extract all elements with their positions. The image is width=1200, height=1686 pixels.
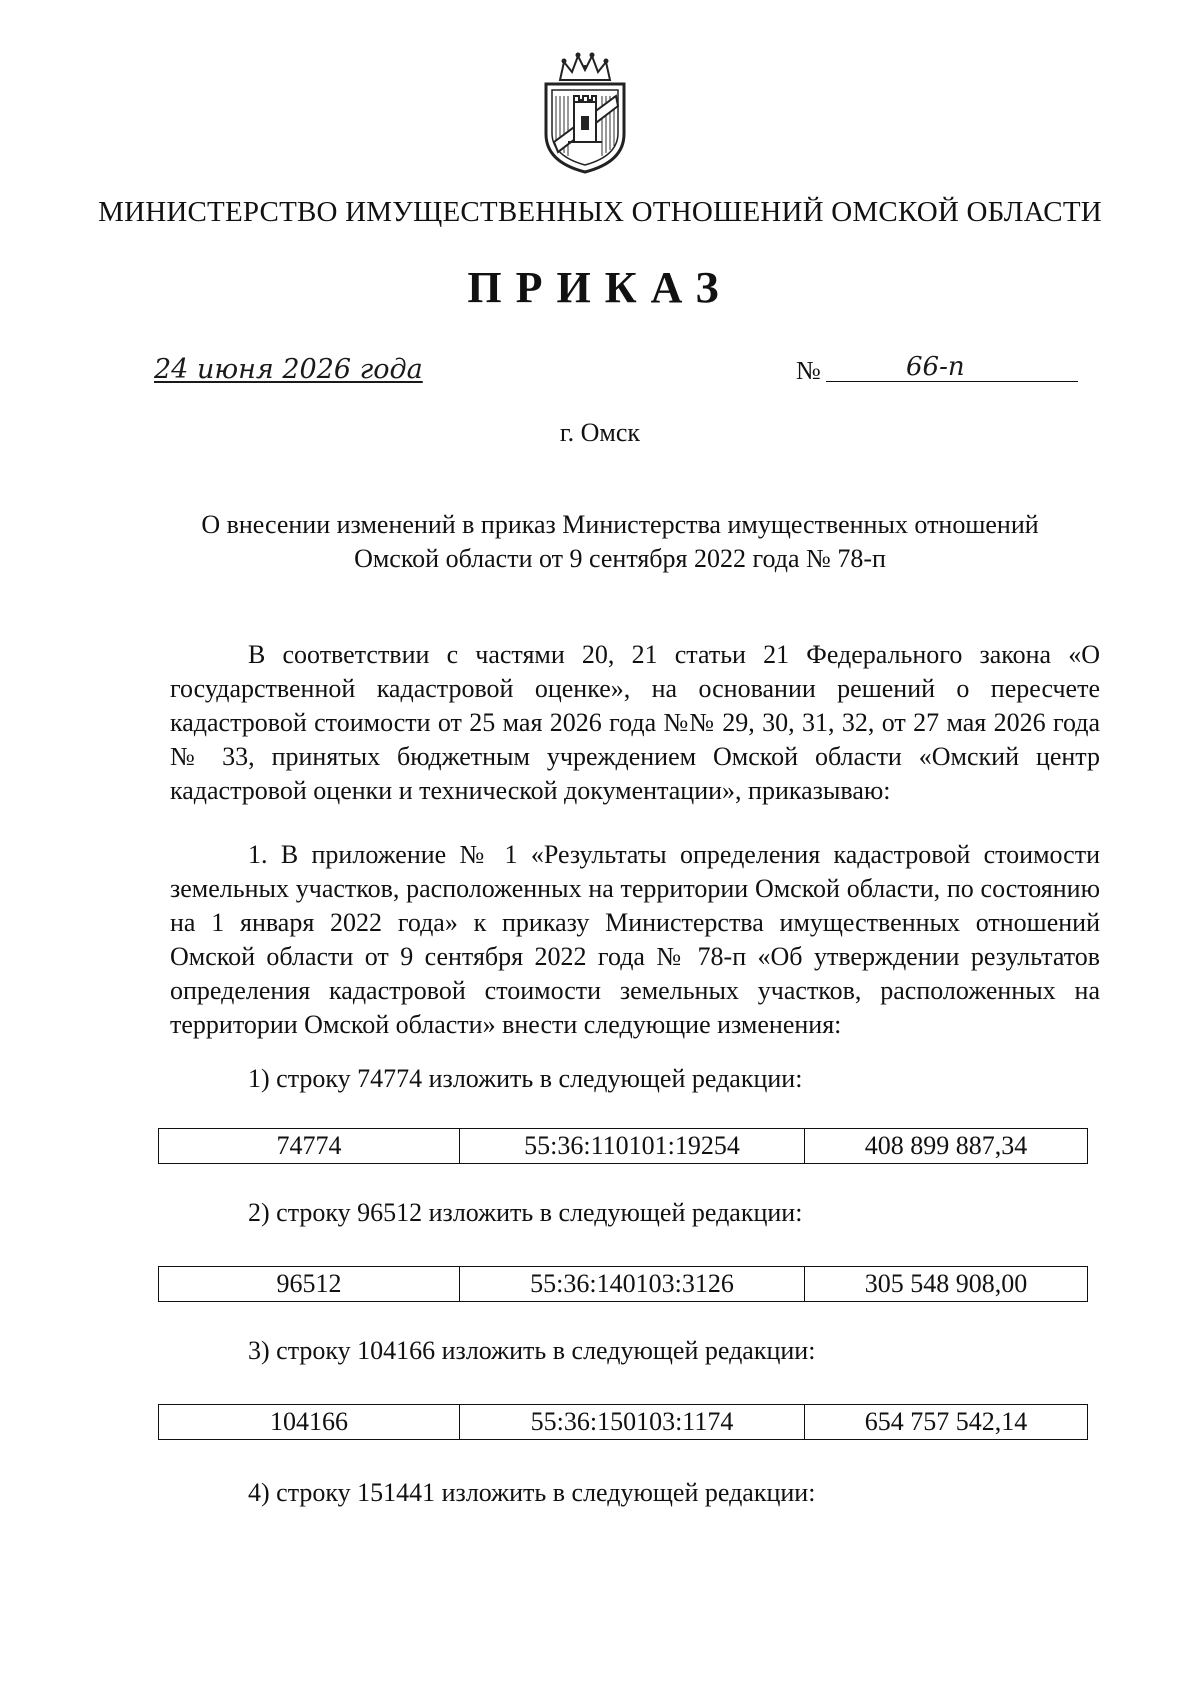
cadastral-number-cell: 55:36:110101:19254 [460, 1129, 805, 1164]
ministry-name: МИНИСТЕРСТВО ИМУЩЕСТВЕННЫХ ОТНОШЕНИЙ ОМСКОЙ ОБЛАСТИ [98, 196, 1102, 228]
number-sign: № [796, 356, 821, 385]
row-number-cell: 74774 [159, 1129, 460, 1164]
title-line-1: О внесении изменений в приказ Министерства имущественных отношений [201, 510, 1039, 539]
list-item-4: 4) строку 151441 изложить в следующей редакции: [248, 1478, 816, 1507]
list-item-1: 1) строку 74774 изложить в следующей редакции: [248, 1064, 803, 1093]
cadastral-number-cell: 55:36:150103:1174 [460, 1405, 805, 1440]
list-item-2: 2) строку 96512 изложить в следующей редакции: [248, 1198, 803, 1227]
table-row-104166 [158, 1404, 1088, 1440]
paragraph-preamble: В соответствии с частями 20, 21 статьи 21 Федерального закона «О государственной кадастровой оценке», на основании решений о пересчете кадастровой стоимости от 25 мая 2026 года №№ 29, 30, 31, 32, от 27 мая 2026 года № 33, принятых бюджетным учреждением Омской области «Омский центр кадастровой оценки и технической документации», приказываю: [170, 640, 1100, 805]
document-type: ПРИКАЗ [467, 263, 733, 312]
handwritten-number: 66-п [906, 352, 965, 382]
handwritten-date: 24 июня 2026 года [154, 354, 423, 385]
cadastral-value-cell: 305 548 908,00 [805, 1267, 1088, 1302]
omsk-coat-of-arms-icon [538, 50, 632, 176]
row-number-cell: 104166 [159, 1405, 460, 1440]
table-row-74774 [158, 1128, 1088, 1164]
cadastral-value-cell: 654 757 542,14 [805, 1405, 1088, 1440]
cadastral-value-cell: 408 899 887,34 [805, 1129, 1088, 1164]
title-line-2: Омской области от 9 сентября 2022 года № 78-п [354, 544, 886, 573]
list-item-3: 3) строку 104166 изложить в следующей редакции: [248, 1336, 816, 1365]
city: г. Омск [559, 418, 641, 447]
row-number-cell: 96512 [159, 1267, 460, 1302]
cadastral-number-cell: 55:36:140103:3126 [460, 1267, 805, 1302]
document-title [140, 508, 1100, 576]
paragraph-item-1: 1. В приложение № 1 «Результаты определения кадастровой стоимости земельных участков, расположенных на территории Омской области, по состоянию на 1 января 2022 года» к приказу Министерства имущественных отношений Омской области от 9 сентября 2022 года № 78-п «Об утверждении результатов определения кадастровой стоимости земельных участков, расположенных на территории Омской области» внести следующие изменения: [170, 840, 1100, 1039]
table-row-96512 [158, 1266, 1088, 1302]
